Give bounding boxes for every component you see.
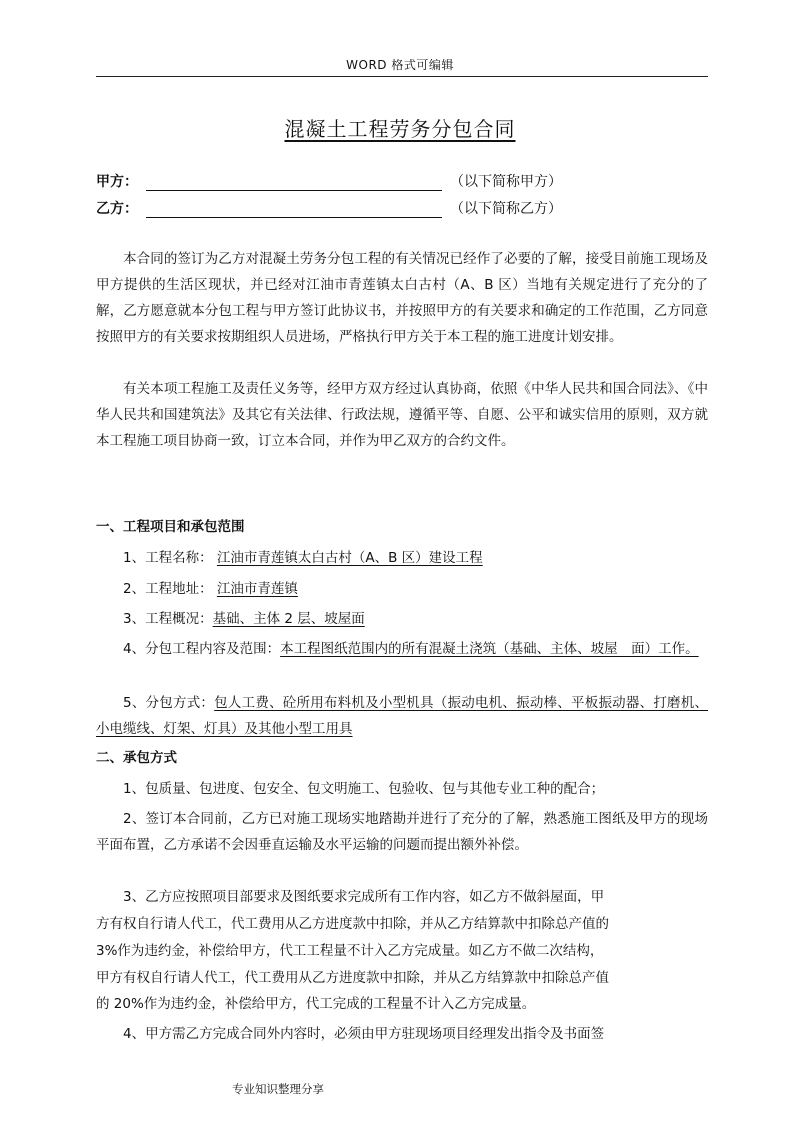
intro-paragraph-2: 有关本项工程施工及责任义务等，经甲方双方经过认真协商，依照《中华人民共和国合同法》、《中华人民共和国建筑法》及其它有关法律、行政法规，遵循平等、自愿、公平和诚实信用的原则，双方就本工程施工项目协商一致，订立本合同，并作为甲乙双方的合约文件。 [96, 381, 708, 449]
party-a-suffix: （以下简称甲方） [450, 174, 562, 190]
party-b-label: 乙方： [96, 201, 138, 217]
section-2-item-2: 2、签订本合同前，乙方已对施工现场实地踏勘并进行了充分的了解，熟悉施工图纸及甲方的现场平面布置，乙方承诺不会因垂直运输及水平运输的问题而提出额外补偿。 [96, 811, 708, 853]
item-2-label: 2、工程地址： [123, 581, 213, 597]
section-1-item-4 [96, 636, 708, 662]
section-2-item-3-line-4: 甲方有权自行请人代工，代工费用从乙方进度款中扣除，并从乙方结算款中扣除总产值 [96, 970, 609, 986]
page-footer-text: 专业知识整理分享 [232, 1082, 324, 1096]
intro-paragraph-1: 本合同的签订为乙方对混凝土劳务分包工程的有关情况已经作了必要的了解，接受目前施工现场及甲方提供的生活区现状，并已经对江油市青莲镇太白古村（A、B 区）当地有关规定进行了充分的了解，乙方愿意就本分包工程与甲方签订此协议书，并按照甲方的有关要求和确定的工作范围，乙方同意按照甲方的有关要求按期组织人员进场，严格执行甲方关于本工程的施工进度计划安排。 [96, 251, 708, 345]
section-1-item-3 [96, 606, 735, 632]
section-1-item-1 [96, 545, 735, 571]
section-2-item-3-line-2: 方有权自行请人代工，代工费用从乙方进度款中扣除，并从乙方结算款中扣除总产值的 [96, 916, 609, 932]
item-5-label: 5、分包方式： [123, 695, 215, 711]
party-b-blank[interactable] [146, 201, 442, 218]
party-b-suffix: （以下简称乙方） [450, 201, 562, 217]
section-1-heading: 一、工程项目和承包范围 [96, 519, 245, 535]
party-a-row [96, 171, 562, 193]
item-4-value: 本工程图纸范围内的所有混凝土浇筑（基础、主体、坡屋 面）工作。 [280, 641, 699, 657]
section-2-item-3-line-1: 3、乙方应按照项目部要求及图纸要求完成所有工作内容，如乙方不做斜屋面，甲 [123, 889, 605, 905]
section-2-heading: 二、承包方式 [96, 750, 177, 766]
section-2-item-3-line-3: 3%作为违约金，补偿给甲方，代工工程量不计入乙方完成量。如乙方不做二次结构， [96, 943, 604, 959]
item-3-value: 基础、主体 2 层、坡屋面 [212, 611, 365, 627]
section-1-item-2 [96, 576, 735, 602]
item-1-label: 1、工程名称： [123, 550, 213, 566]
section-2-item-1: 1、包质量、包进度、包安全、包文明施工、包验收、包与其他专业工种的配合； [123, 781, 605, 797]
party-a-label: 甲方： [96, 174, 138, 190]
page-header-text: WORD 格式可编辑 [346, 58, 454, 72]
section-2-item-4: 4、甲方需乙方完成合同外内容时，必须由甲方驻现场项目经理发出指令及书面签 [123, 1026, 605, 1042]
header-rule [96, 76, 708, 77]
section-1-item-5 [96, 690, 708, 742]
party-a-blank[interactable] [146, 174, 442, 191]
item-1-value: 江油市青莲镇太白古村（A、B 区）建设工程 [216, 550, 483, 566]
document-title: 混凝土工程劳务分包合同 [284, 117, 516, 141]
item-2-value: 江油市青莲镇 [216, 581, 298, 597]
section-2-item-3-line-5: 的 20%作为违约金，补偿给甲方，代工完成的工程量不计入乙方完成量。 [96, 996, 536, 1012]
item-3-label: 3、工程概况： [123, 611, 213, 627]
item-4-label: 4、分包工程内容及范围： [123, 641, 281, 657]
item-5-value: 包人工费、砼所用布料机及小型机具（振动电机、振动棒、平板振动器、打磨机、小电缆线、灯架、灯具）及其他小型工用具 [96, 695, 709, 737]
party-b-row [96, 198, 562, 220]
